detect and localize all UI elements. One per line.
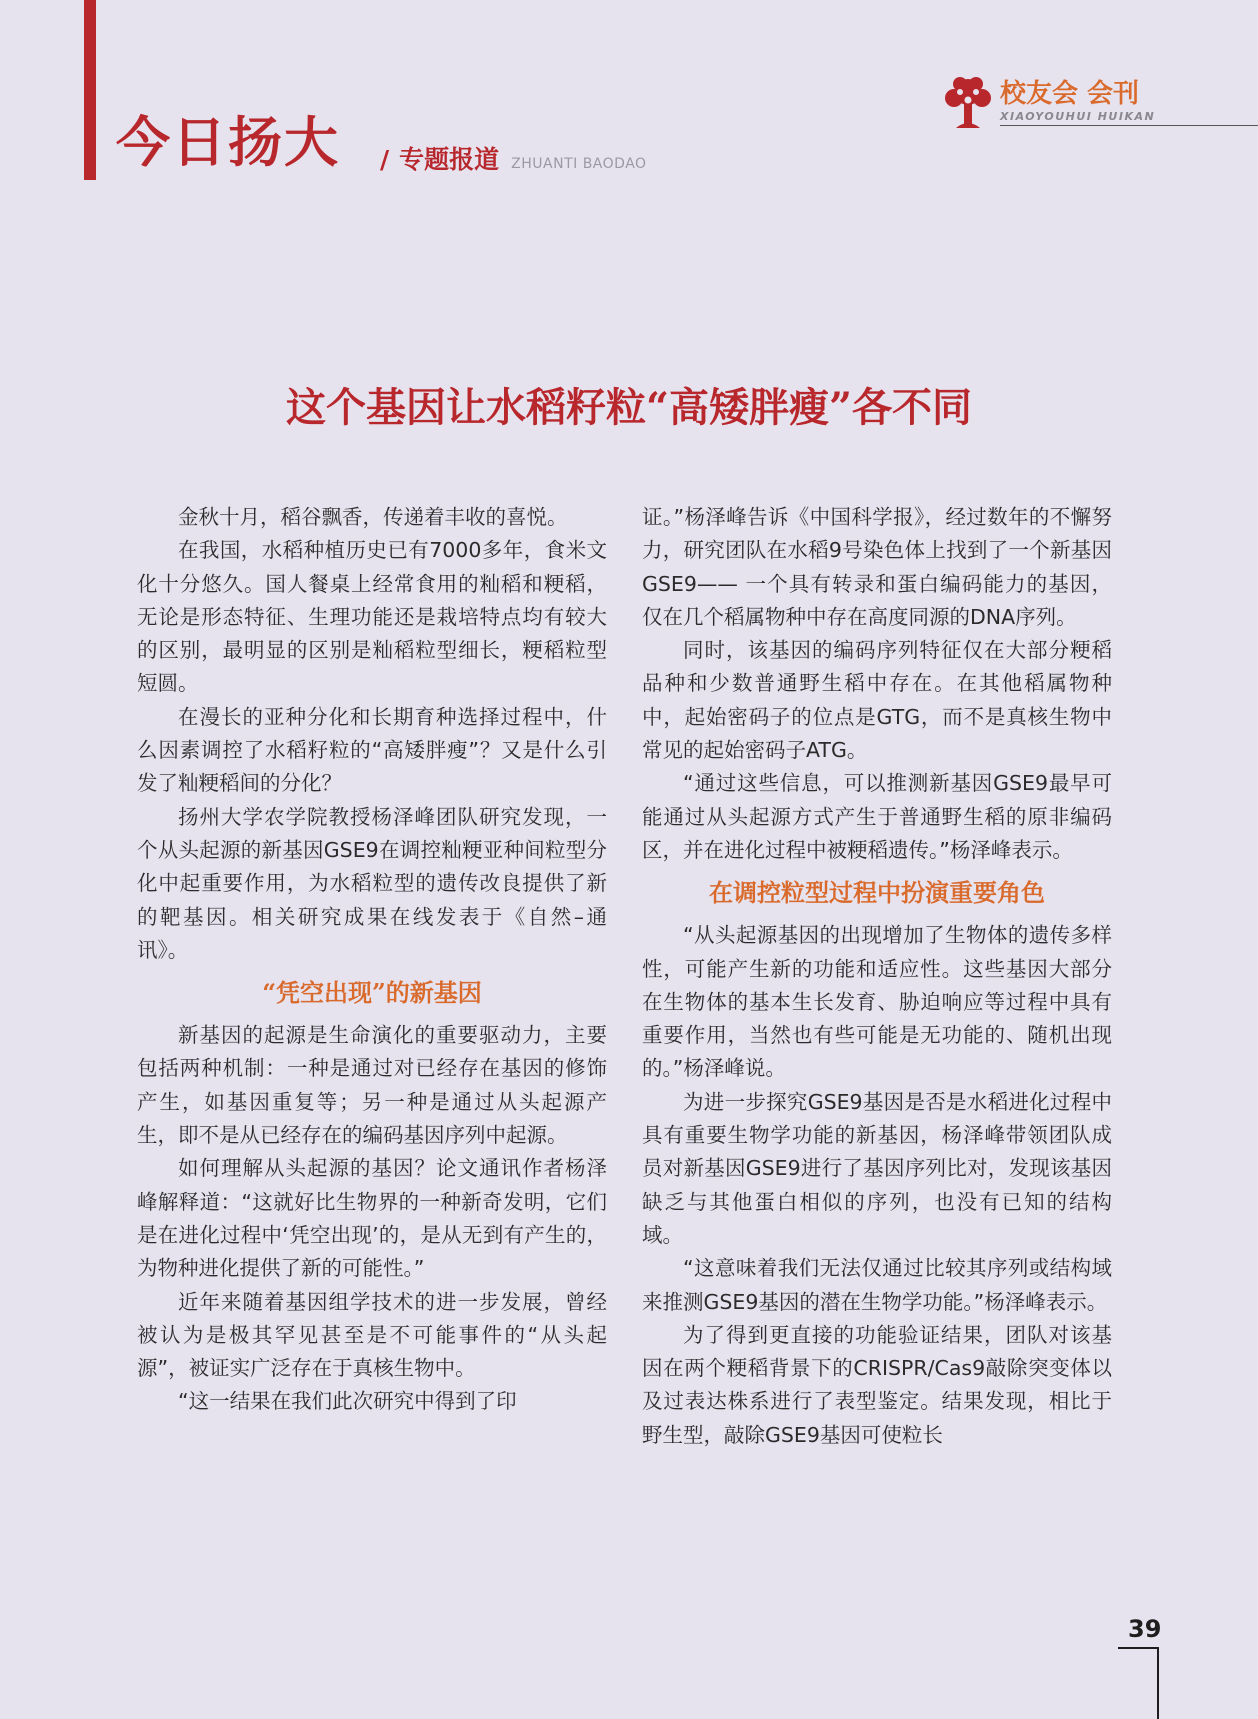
tree-logo-icon (938, 74, 998, 130)
subsection-title: 专题报道 (399, 145, 500, 174)
section-heading: 在调控粒型过程中扮演重要角色 (709, 878, 1045, 908)
alumni-magazine-pinyin: XIAOYOUHUI HUIKAN (1000, 110, 1156, 123)
header-divider (1000, 125, 1258, 126)
alumni-magazine-title: 校友会 会刊 (1000, 79, 1140, 109)
paragraph: “通过这些信息，可以推测新基因GSE9最早可能通过从头起源方式产生于普通野生稻的原非编码区，并在进化过程中被粳稻遗传。”杨泽峰表示。 (642, 771, 1112, 862)
section-heading: “凭空出现”的新基因 (262, 978, 482, 1008)
article-title: 这个基因让水稻籽粒“高矮胖瘦”各不同 (285, 383, 972, 431)
paragraph: 新基因的起源是生命演化的重要驱动力，主要包括两种机制：一种是通过对已经存在基因的修饰产生，如基因重复等；另一种是通过从头起源产生，即不是从已经存在的编码基因序列中起源。 (137, 1023, 607, 1148)
subsection-slash: / (380, 145, 390, 174)
subsection-pinyin: ZHUANTI BAODAO (511, 156, 647, 172)
paragraph: 为了得到更直接的功能验证结果，团队对该基因在两个粳稻背景下的CRISPR/Cas9敲除突变体以及过表达株系进行了表型鉴定。结果发现，相比于野生型，敲除GSE9基因可使粒长 (642, 1322, 1112, 1447)
paragraph: “从头起源基因的出现增加了生物体的遗传多样性，可能产生新的功能和适应性。这些基因大部分在生物体的基本生长发育、胁迫响应等过程中具有重要作用，当然也有些可能是无功能的、随机出现的。”杨泽峰说。 (642, 923, 1112, 1081)
paragraph: 为进一步探究GSE9基因是否是水稻进化过程中具有重要生物学功能的新基因，杨泽峰带领团队成员对新基因GSE9进行了基因序列比对，发现该基因缺乏与其他蛋白相似的序列，也没有已知的结构域。 (642, 1089, 1112, 1247)
paragraph: 在漫长的亚种分化和长期育种选择过程中，什么因素调控了水稻籽粒的“高矮胖瘦”？又是什么引发了籼粳稻间的分化？ (137, 704, 607, 796)
paragraph: “这一结果在我们此次研究中得到了印 (178, 1389, 517, 1414)
paragraph: 同时，该基因的编码序列特征仅在大部分粳稻品种和少数普通野生稻中存在。在其他稻属物种中，起始密码子的位点是GTG，而不是真核生物中常见的起始密码子ATG。 (642, 638, 1112, 763)
page-number: 39 (1128, 1615, 1162, 1643)
paragraph: 近年来随着基因组学技术的进一步发展，曾经被认为是极其罕见甚至是不可能事件的“从头起源”，被证实广泛存在于真核生物中。 (137, 1289, 607, 1381)
paragraph: “这意味着我们无法仅通过比较其序列或结构域来推测GSE9基因的潜在生物学功能。”杨泽峰表示。 (642, 1256, 1112, 1314)
section-title: 今日扬大 (116, 111, 340, 174)
paragraph: 在我国，水稻种植历史已有7000多年，食米文化十分悠久。国人餐桌上经常食用的籼稻和粳稻，无论是形态特征、生理功能还是栽培特点均有较大的区别，最明显的区别是籼稻粒型细长，粳稻粒型短圆。 (137, 538, 607, 696)
section-accent-bar (84, 0, 96, 180)
paragraph: 如何理解从头起源的基因？论文通讯作者杨泽峰解释道：“这就好比生物界的一种新奇发明，它们是在进化过程中‘凭空出现’的，是从无到有产生的，为物种进化提供了新的可能性。” (137, 1156, 607, 1281)
page-number-rule (1118, 1647, 1158, 1649)
paragraph: 金秋十月，稻谷飘香，传递着丰收的喜悦。 (178, 505, 568, 529)
page-number-rule (1157, 1647, 1159, 1719)
right-column (642, 501, 1112, 1452)
paragraph: 扬州大学农学院教授杨泽峰团队研究发现，一个从头起源的新基因GSE9在调控籼粳亚种间粒型分化中起重要作用，为水稻粒型的遗传改良提供了新的靶基因。相关研究成果在线发表于《自然–通讯》。 (137, 804, 607, 962)
paragraph: 证。”杨泽峰告诉《中国科学报》，经过数年的不懈努力，研究团队在水稻9号染色体上找到了一个新基因GSE9—— 一个具有转录和蛋白编码能力的基因，仅在几个稻属物种中存在高度同源的DNA序列。 (642, 505, 1112, 629)
subsection-header (380, 140, 647, 184)
left-column (137, 501, 607, 1419)
